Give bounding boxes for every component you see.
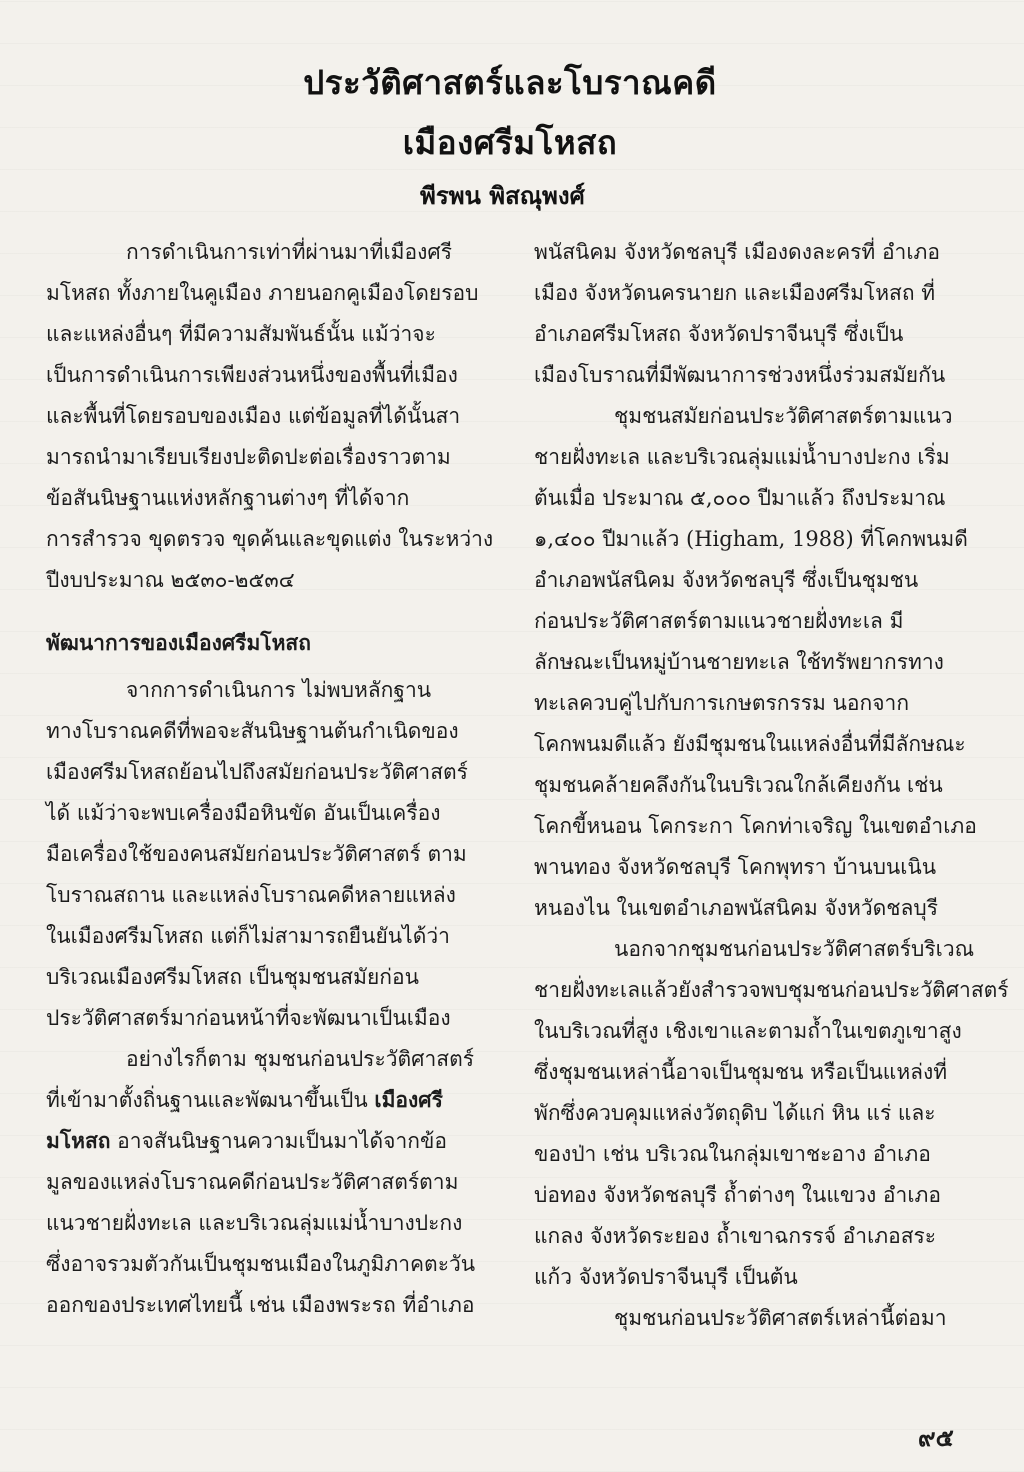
text-line: โคกพนมดีแล้ว ยังมีชุมชนในแหล่งอื่นที่มีลักษณะ xyxy=(534,732,966,756)
text-fragment: ที่เข้ามาตั้งถิ่นฐานและพัฒนาขึ้นเป็น xyxy=(46,1088,375,1112)
text-line: ทางโบราณคดีที่พอจะสันนิษฐานต้นกำเนิดของ xyxy=(46,719,459,743)
text-line: พนัสนิคม จังหวัดชลบุรี เมืองดงละครที่ อำเภอ xyxy=(534,240,940,264)
text-line: ก่อนประวัติศาสตร์ตามแนวชายฝั่งทะเล มี xyxy=(534,609,904,633)
text-line: เป็นการดำเนินการเพียงส่วนหนึ่งของพื้นที่เมือง xyxy=(46,363,458,387)
text-line: ออกของประเทศไทยนี้ เช่น เมืองพระรถ ที่อำเภอ xyxy=(46,1293,475,1317)
text-line: บริเวณเมืองศรีมโหสถ เป็นชุมชนสมัยก่อน xyxy=(46,965,419,989)
text-line: ๑,๔๐๐ ปีมาแล้ว (Higham, 1988) ที่โคกพนมดี xyxy=(534,527,968,551)
text-line: ปีงบประมาณ ๒๕๓๐-๒๕๓๔ xyxy=(46,568,295,592)
article-title-line-2: เมืองศรีมโหสถ xyxy=(402,123,618,162)
text-line: โบราณสถาน และแหล่งโบราณคดีหลายแหล่ง xyxy=(46,883,456,907)
text-line: ประวัติศาสตร์มาก่อนหน้าที่จะพัฒนาเป็นเมือง xyxy=(46,1006,451,1030)
text-line: และพื้นที่โดยรอบของเมือง แต่ข้อมูลที่ได้นั้นสา xyxy=(46,404,461,428)
text-line: ชุมชนสมัยก่อนประวัติศาสตร์ตามแนว xyxy=(614,404,953,428)
text-line: อำเภอศรีมโหสถ จังหวัดปราจีนบุรี ซึ่งเป็น xyxy=(534,322,904,346)
section-heading: พัฒนาการของเมืองศรีมโหสถ xyxy=(46,631,311,655)
text-line: พานทอง จังหวัดชลบุรี โคกพุทรา บ้านบนเนิน xyxy=(534,855,937,879)
text-fragment: อาจสันนิษฐานความเป็นมาได้จากข้อ xyxy=(110,1129,447,1153)
text-line: แก้ว จังหวัดปราจีนบุรี เป็นต้น xyxy=(534,1265,798,1289)
text-line: พักซึ่งควบคุมแหล่งวัตถุดิบ ได้แก่ หิน แร่ และ xyxy=(534,1101,936,1125)
text-line: ข้อสันนิษฐานแห่งหลักฐานต่างๆ ที่ได้จาก xyxy=(46,486,410,510)
text-line: นอกจากชุมชนก่อนประวัติศาสตร์บริเวณ xyxy=(614,937,975,961)
text-line: มูลของแหล่งโบราณคดีก่อนประวัติศาสตร์ตาม xyxy=(46,1170,459,1194)
text-line: เมืองโบราณที่มีพัฒนาการช่วงหนึ่งร่วมสมัยกัน xyxy=(534,363,946,387)
text-line: ชายฝั่งทะเล และบริเวณลุ่มแม่น้ำบางปะกง เริ่ม xyxy=(534,445,950,469)
text-line: หนองไน ในเขตอำเภอพนัสนิคม จังหวัดชลบุรี xyxy=(534,896,938,920)
text-line: การสำรวจ ขุดตรวจ ขุดค้นและขุดแต่ง ในระหว่าง xyxy=(46,527,494,551)
bold-place-name: มโหสถ xyxy=(46,1129,111,1153)
bold-place-name: เมืองศรี xyxy=(374,1088,443,1112)
text-line: มารถนำมาเรียบเรียงปะติดปะต่อเรื่องราวตาม xyxy=(46,445,451,469)
text-line: ทะเลควบคู่ไปกับการเกษตรกรรม นอกจาก xyxy=(534,691,910,715)
text-line: ในเมืองศรีมโหสถ แต่ก็ไม่สามารถยืนยันได้ว่า xyxy=(46,924,450,948)
left-column xyxy=(46,232,494,1326)
text-line: ซึ่งอาจรวมตัวกันเป็นชุมชนเมืองในภูมิภาคตะวัน xyxy=(46,1252,476,1276)
text-line: เมืองศรีมโหสถย้อนไปถึงสมัยก่อนประวัติศาสตร์ xyxy=(46,760,468,784)
text-line: และแหล่งอื่นๆ ที่มีความสัมพันธ์นั้น แม้ว่าจะ xyxy=(46,322,436,346)
text-line: ของป่า เช่น บริเวณในกลุ่มเขาชะอาง อำเภอ xyxy=(534,1142,931,1166)
text-line: ในบริเวณที่สูง เชิงเขาและตามถ้ำในเขตภูเขาสูง xyxy=(534,1019,962,1043)
text-line: โคกขี้หนอน โคกระกา โคกท่าเจริญ ในเขตอำเภอ xyxy=(534,814,977,838)
text-line: ได้ แม้ว่าจะพบเครื่องมือหินขัด อันเป็นเครื่อง xyxy=(46,801,441,825)
text-line: แกลง จังหวัดระยอง ถ้ำเขาฉกรรจ์ อำเภอสระ xyxy=(534,1224,937,1248)
text-line: ต้นเมื่อ ประมาณ ๕,๐๐๐ ปีมาแล้ว ถึงประมาณ xyxy=(534,486,946,510)
text-line: จากการดำเนินการ ไม่พบหลักฐาน xyxy=(126,678,432,702)
text-line: ชุมชนก่อนประวัติศาสตร์เหล่านี้ต่อมา xyxy=(614,1306,947,1330)
text-line: เมือง จังหวัดนครนายก และเมืองศรีมโหสถ ที่ xyxy=(534,281,936,305)
page-number: ๙๕ xyxy=(918,1424,954,1452)
text-line: อำเภอพนัสนิคม จังหวัดชลบุรี ซึ่งเป็นชุมชน xyxy=(534,568,919,592)
right-column xyxy=(534,232,1009,1339)
text-line: ชายฝั่งทะเลแล้วยังสำรวจพบชุมชนก่อนประวัติศาสตร์ xyxy=(534,978,1009,1002)
text-line: อย่างไรก็ตาม ชุมชนก่อนประวัติศาสตร์ xyxy=(126,1047,475,1071)
text-line xyxy=(46,1121,486,1162)
text-line: แนวชายฝั่งทะเล และบริเวณลุ่มแม่น้ำบางปะกง xyxy=(46,1211,463,1235)
article-title-line-1: ประวัติศาสตร์และโบราณคดี xyxy=(303,63,717,102)
text-line: บ่อทอง จังหวัดชลบุรี ถ้ำต่างๆ ในแขวง อำเภอ xyxy=(534,1183,941,1207)
text-line: ชุมชนคล้ายคลึงกันในบริเวณใกล้เคียงกัน เช่น xyxy=(534,773,943,797)
text-line: การดำเนินการเท่าที่ผ่านมาที่เมืองศรี xyxy=(126,240,452,264)
text-line: มือเครื่องใช้ของคนสมัยก่อนประวัติศาสตร์ ตาม xyxy=(46,842,467,866)
text-line: มโหสถ ทั้งภายในคูเมือง ภายนอกคูเมืองโดยรอบ xyxy=(46,281,479,305)
text-line xyxy=(46,1080,486,1121)
author-name: พีรพน พิสณุพงศ์ xyxy=(420,182,585,210)
text-line: ลักษณะเป็นหมู่บ้านชายทะเล ใช้ทรัพยากรทาง xyxy=(534,650,944,674)
text-line: ซึ่งชุมชนเหล่านี้อาจเป็นชุมชน หรือเป็นแหล่งที่ xyxy=(534,1060,948,1084)
